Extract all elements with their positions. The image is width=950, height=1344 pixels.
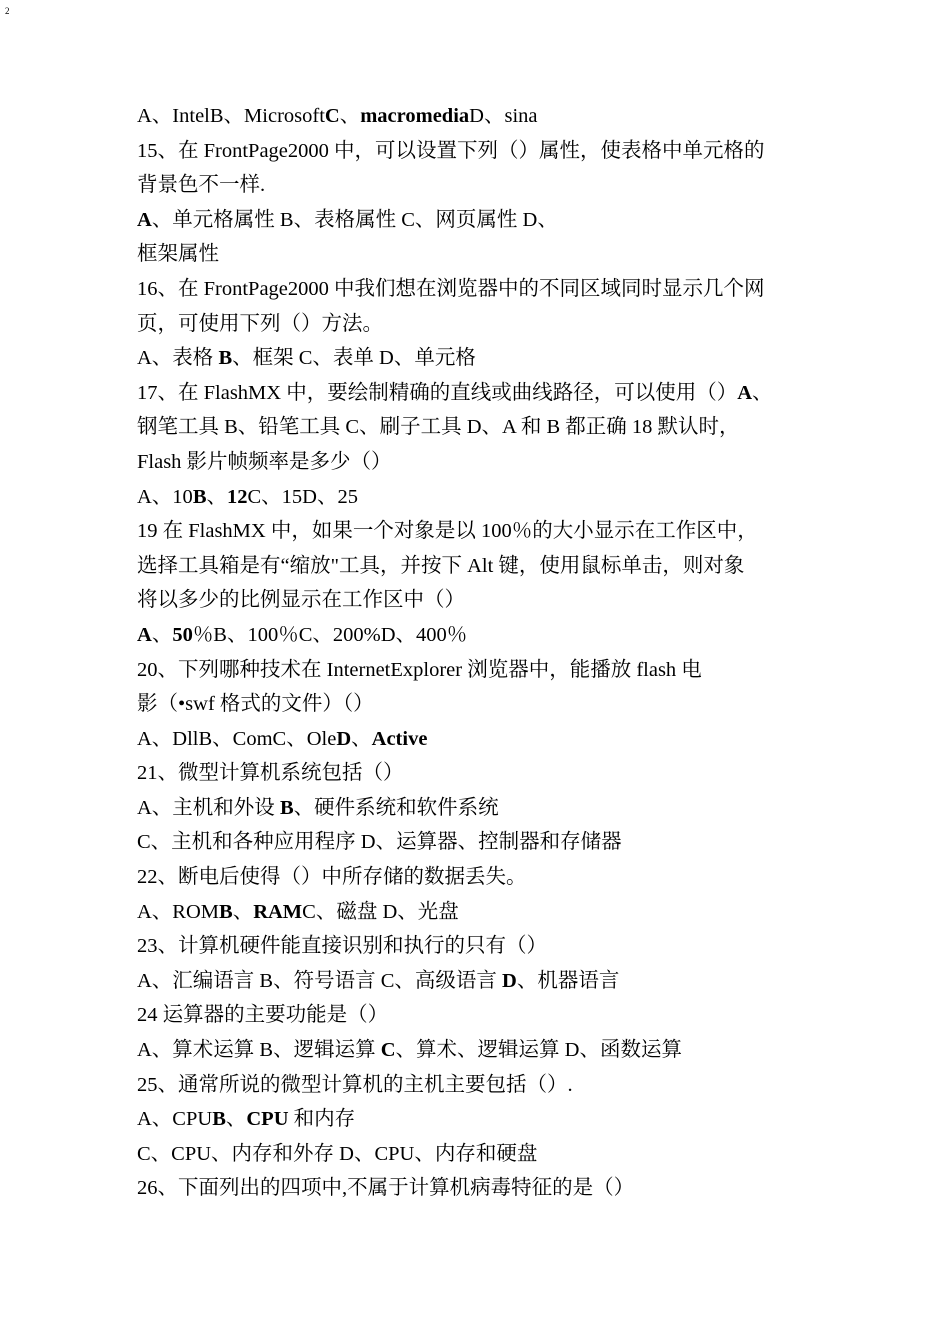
page-number: 2	[5, 6, 10, 16]
answer-highlight: C	[324, 105, 340, 127]
answer-highlight: B	[212, 1108, 226, 1131]
text-segment: A、IntelB、Microsoft	[137, 105, 325, 127]
text-line	[137, 825, 827, 860]
text-line	[137, 168, 827, 203]
text-line	[137, 307, 827, 342]
text-segment: 22、断电后使得（）中所存储的数据丢失。	[137, 866, 527, 889]
text-line	[137, 237, 827, 272]
text-line	[137, 99, 827, 134]
text-line	[137, 514, 827, 549]
text-segment: 将以多少的比例显示在工作区中（）	[137, 589, 465, 612]
answer-highlight: A	[137, 208, 152, 231]
text-segment: 影（•swf 格式的文件）（）	[137, 693, 374, 716]
text-segment: Flash 影片帧频率是多少（）	[137, 450, 392, 473]
text-segment: 、	[752, 381, 773, 404]
text-line	[137, 376, 827, 411]
text-line	[137, 756, 827, 791]
text-line	[137, 895, 827, 930]
answer-highlight: macromedia	[360, 105, 470, 127]
text-line	[137, 272, 827, 307]
text-segment: 、框架 C、表单 D、单元格	[232, 347, 476, 370]
answer-highlight: B	[219, 900, 233, 923]
text-segment: 26、下面列出的四项中,不属于计算机病毒特征的是（）	[137, 1177, 635, 1200]
text-segment: 19 在 FlashMX 中，如果一个对象是以 100％的大小显示在工作区中，	[137, 520, 758, 543]
text-line	[137, 618, 827, 653]
answer-highlight: Active	[371, 727, 428, 750]
text-segment: 、	[151, 623, 173, 646]
text-line	[137, 445, 827, 480]
text-segment: C、CPU、内存和外存 D、CPU、内存和硬盘	[137, 1142, 538, 1165]
text-segment: 、硬件系统和软件系统	[293, 796, 499, 819]
text-segment: C、主机和各种应用程序 D、运算器、控制器和存储器	[137, 831, 622, 854]
answer-highlight: D	[336, 727, 352, 750]
answer-highlight: CPU	[246, 1108, 289, 1131]
text-segment: 背景色不一样.	[137, 174, 266, 197]
text-line	[137, 203, 827, 238]
text-line	[137, 410, 827, 445]
text-segment: 、算术、逻辑运算 D、函数运算	[395, 1039, 682, 1062]
text-segment: D、sina	[469, 105, 538, 127]
text-segment: 、单元格属性 B、表格属性 C、网页属性 D、	[151, 208, 558, 231]
text-segment: A、算术运算 B、逻辑运算	[137, 1039, 381, 1062]
text-segment: 25、通常所说的微型计算机的主机主要包括（）.	[137, 1073, 573, 1096]
text-line	[137, 583, 827, 618]
text-segment: A、10	[137, 485, 193, 508]
text-segment: 17、在 FlashMX 中，要绘制精确的直线或曲线路径，可以使用（）	[137, 381, 738, 404]
text-segment: 、	[339, 105, 361, 127]
answer-highlight: C	[380, 1039, 396, 1062]
answer-highlight: D	[502, 969, 517, 992]
answer-highlight: B	[192, 485, 207, 508]
text-line	[137, 134, 827, 169]
text-segment: 23、计算机硬件能直接识别和执行的只有（）	[137, 935, 547, 958]
text-segment: 页，可使用下列（）方法。	[137, 312, 383, 335]
text-segment: A、汇编语言 B、符号语言 C、高级语言	[137, 969, 503, 992]
text-segment: 20、下列哪种技术在 InternetExplorer 浏览器中，能播放 flash 电	[137, 658, 702, 681]
answer-highlight: B	[279, 796, 294, 819]
answer-highlight: A	[737, 381, 753, 404]
text-line	[137, 1033, 827, 1068]
answer-highlight: A	[137, 623, 152, 646]
text-segment: 框架属性	[137, 243, 219, 266]
text-segment: 16、在 FrontPage2000 中我们想在浏览器中的不同区域同时显示几个网	[137, 277, 765, 300]
text-segment: 选择工具箱是有“缩放"工具，并按下 Alt 键，使用鼠标单击，则对象	[137, 554, 745, 577]
text-line	[137, 791, 827, 826]
text-segment: 、	[225, 1108, 247, 1131]
text-segment: 21、微型计算机系统包括（）	[137, 762, 404, 785]
text-segment: 、机器语言	[516, 969, 620, 992]
text-line	[137, 722, 827, 757]
text-line	[137, 1102, 827, 1137]
text-segment: 和内存	[288, 1108, 356, 1131]
text-line	[137, 1068, 827, 1103]
text-segment: C、15D、25	[247, 485, 358, 508]
text-line	[137, 341, 827, 376]
text-segment: A、ROM	[137, 900, 220, 923]
text-segment: A、主机和外设	[137, 796, 280, 819]
text-line	[137, 964, 827, 999]
text-segment: A、CPU	[137, 1108, 213, 1131]
text-segment: 、	[232, 900, 254, 923]
text-segment: ％B、100％C、200%D、400％	[192, 623, 468, 646]
text-line	[137, 1171, 827, 1206]
text-segment: 钢笔工具 B、铅笔工具 C、刷子工具 D、A 和 B 都正确 18 默认时，	[137, 416, 740, 439]
text-line	[137, 480, 827, 515]
answer-highlight: 12	[227, 485, 248, 508]
text-segment: 、	[351, 727, 372, 750]
text-line	[137, 549, 827, 584]
text-line	[137, 860, 827, 895]
document-body	[137, 99, 827, 1206]
text-segment: C、磁盘 D、光盘	[302, 900, 459, 923]
text-segment: 24 运算器的主要功能是（）	[137, 1004, 389, 1027]
text-line	[137, 653, 827, 688]
answer-highlight: B	[218, 347, 233, 370]
text-segment: A、DllB、ComC、Ole	[137, 727, 337, 750]
answer-highlight: RAM	[253, 900, 303, 923]
text-segment: A、表格	[137, 347, 219, 370]
text-segment: 、	[206, 485, 227, 508]
text-line	[137, 1137, 827, 1172]
text-line	[137, 687, 827, 722]
text-segment: 15、在 FrontPage2000 中，可以设置下列（）属性，使表格中单元格的	[137, 139, 765, 162]
text-line	[137, 998, 827, 1033]
text-line	[137, 929, 827, 964]
answer-highlight: 50	[172, 623, 193, 646]
